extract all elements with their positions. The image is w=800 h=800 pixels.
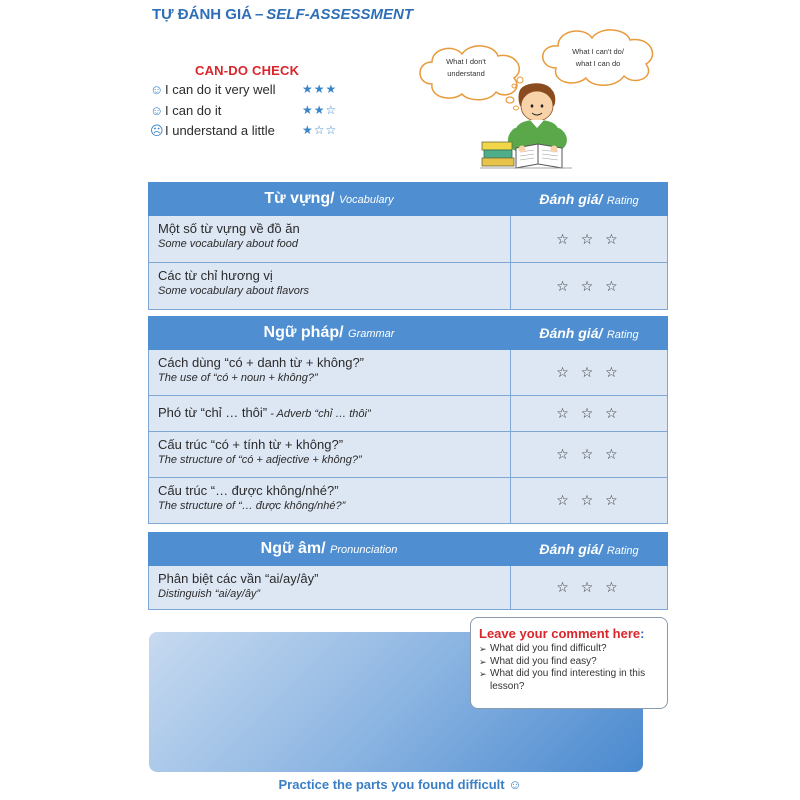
table-row: [148, 350, 668, 396]
row-vn-text: Cách dùng “có + danh từ + không?”: [158, 355, 365, 370]
title-en: SELF-ASSESSMENT: [266, 6, 413, 23]
grammar-header: [148, 316, 668, 350]
grammar-header-title: Ngữ pháp/ Grammar: [263, 324, 395, 341]
row-en-text: Some vocabulary about food: [158, 238, 299, 250]
cloud-right-line2: what I can do: [575, 59, 621, 68]
comment-prompt-bubble: [470, 617, 668, 709]
pronunciation-header-title: Ngữ âm/ Pronunciation: [260, 540, 398, 557]
arrow-bullet-icon: ➢: [479, 669, 487, 679]
row-vn-text: Một số từ vựng về đồ ăn: [158, 221, 300, 236]
footer-note: Practice the parts you found difficult ☺: [278, 777, 522, 792]
title-dash: –: [254, 6, 264, 23]
row-en-text: The use of “có + noun + không?”: [158, 372, 318, 384]
row-en-text: Some vocabulary about flavors: [158, 285, 310, 297]
can-do-item: [150, 82, 350, 100]
star-rating-icon: ★☆☆: [302, 123, 338, 137]
cloud-left-line2: understand: [447, 69, 485, 78]
comment-question-list: [479, 643, 659, 693]
frown-face-icon: ☹: [150, 123, 164, 138]
star-rating[interactable]: ☆ ☆ ☆: [556, 446, 622, 462]
arrow-bullet-icon: ➢: [479, 644, 487, 654]
row-en-text: The structure of “có + adjective + không?”: [158, 454, 362, 466]
table-row: [148, 478, 668, 524]
can-do-text: I can do it: [165, 103, 222, 118]
table-row: [148, 566, 668, 610]
can-do-text: I can do it very well: [165, 82, 276, 97]
list-item: ➢ What did you find easy?: [479, 655, 597, 667]
star-rating[interactable]: ☆ ☆ ☆: [556, 277, 622, 294]
comment-title: Leave your comment here:: [479, 626, 645, 641]
row-en-text: The structure of “… được không/nhé?”: [158, 500, 346, 512]
grammar-table: [148, 316, 668, 524]
star-rating[interactable]: ☆ ☆ ☆: [556, 364, 622, 380]
pronunciation-header: [148, 532, 668, 566]
star-rating[interactable]: ☆ ☆ ☆: [556, 579, 622, 595]
row-vn-text: Cấu trúc “có + tính từ + không?”: [158, 437, 344, 452]
smiley-face-icon: ☺: [150, 82, 164, 97]
row-vn-text: Các từ chỉ hương vị: [158, 268, 273, 283]
cloud-right-line1: What I can't do/: [572, 47, 624, 56]
star-rating-icon: ★★★: [302, 82, 338, 96]
cloud-left-line1: What I don't: [446, 57, 486, 66]
table-row: [148, 396, 668, 432]
pronunciation-table: [148, 532, 668, 610]
grammar-rating-header: Đánh giá/ Rating: [539, 325, 639, 341]
pronunciation-rating-header: Đánh giá/ Rating: [539, 541, 639, 557]
student-reading-illustration: [480, 76, 600, 174]
star-rating-icon: ★★☆: [302, 103, 338, 117]
table-row: [148, 432, 668, 478]
row-vn-text: Cấu trúc “… được không/nhé?”: [158, 483, 339, 498]
can-do-text: I understand a little: [165, 123, 275, 138]
vocabulary-header: [148, 182, 668, 216]
row-vn-text: Phân biệt các vần “ai/ay/ây”: [158, 571, 319, 586]
can-do-item: [150, 123, 350, 141]
vocabulary-header-title: Từ vựng/ Vocabulary: [264, 190, 394, 207]
can-do-item: [150, 103, 350, 121]
table-row: [148, 216, 668, 263]
page-title: [152, 6, 413, 23]
star-rating[interactable]: ☆ ☆ ☆: [556, 492, 622, 508]
row-en-text: Distinguish “ai/ay/ây”: [158, 588, 261, 600]
star-rating[interactable]: ☆ ☆ ☆: [556, 405, 622, 421]
table-row: [148, 263, 668, 310]
vocabulary-table: [148, 182, 668, 310]
title-vn: TỰ ĐÁNH GIÁ: [152, 6, 252, 23]
list-item: ➢ What did you find interesting in this lesson?: [479, 668, 646, 692]
row-vn-text: Phó từ “chỉ … thôi” - Adverb “chỉ … thôi”: [158, 405, 371, 420]
can-do-title: CAN-DO CHECK: [195, 63, 300, 78]
smiley-face-icon: ☺: [150, 103, 164, 118]
row-en-text: - Adverb “chỉ … thôi”: [267, 408, 371, 420]
vocabulary-rating-header: Đánh giá/ Rating: [539, 191, 639, 207]
list-item: ➢ What did you find difficult?: [479, 643, 607, 654]
star-rating[interactable]: ☆ ☆ ☆: [556, 230, 622, 247]
arrow-bullet-icon: ➢: [479, 656, 487, 667]
